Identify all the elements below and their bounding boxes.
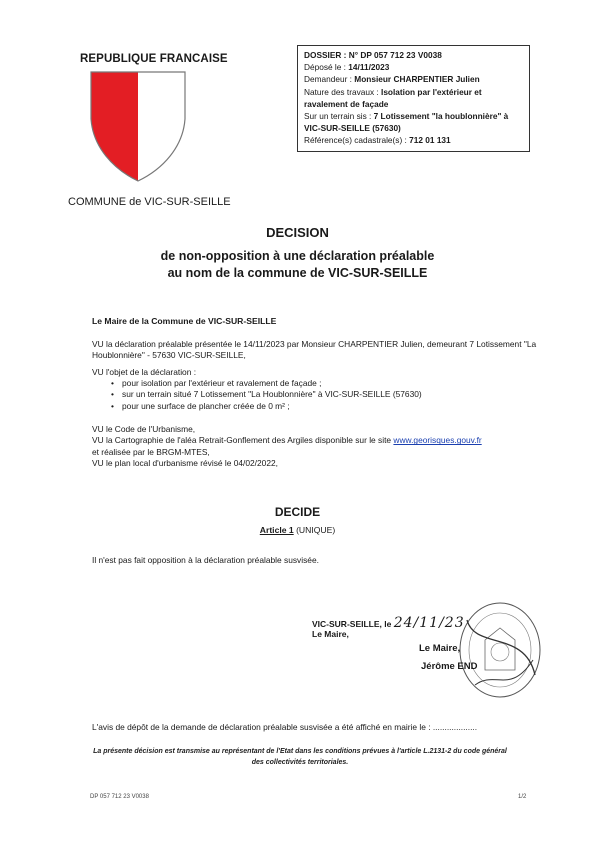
handwritten-date: 24/11/23 [393, 615, 465, 631]
decision-subtitle-1: de non-opposition à une déclaration préalable [160, 249, 435, 263]
republic-heading: REPUBLIQUE FRANCAISE [80, 53, 228, 65]
dossier-terrain: Sur un terrain sis : 7 Lotissement "la houblonnière" à VIC-SUR-SEILLE (57630) [304, 111, 509, 134]
list-item: • pour une surface de plancher créée de 0 m² ; [92, 401, 552, 412]
article-heading: Article 1 (UNIQUE) [259, 525, 336, 535]
dossier-number: DOSSIER : N° DP 057 712 23 V0038 [304, 50, 442, 60]
dossier-cadastre: Référence(s) cadastrale(s) : 712 01 131 [304, 135, 451, 146]
dossier-depose: Déposé le : 14/11/2023 [304, 62, 390, 73]
vu-references [92, 424, 552, 470]
vu-plu: VU le plan local d'urbanisme révisé le 04/02/2022, [92, 458, 278, 469]
decision-title: DECISION [266, 225, 329, 240]
commune-shield-logo [88, 69, 188, 184]
vu-brgm: et réalisée par le BRGM-MTES, [92, 446, 210, 457]
vu-objet: VU l'objet de la déclaration : [92, 367, 197, 377]
maire-heading: Le Maire de la Commune de VIC-SUR-SEILLE [92, 316, 277, 326]
signature-date: VIC-SUR-SEILLE, le 24/11/23 [312, 615, 465, 631]
page-number: 1/2 [518, 794, 527, 800]
signature-role: Le Maire, [312, 629, 349, 639]
legal-notice: La présente décision est transmise au représentant de l'Etat dans les conditions prévues à l'article L.2131-2 du code général des collectivités territoriales. [93, 748, 507, 766]
dossier-nature: Nature des travaux : Isolation par l'extérieur et ravalement de façade [304, 86, 482, 109]
official-stamp [455, 600, 545, 700]
list-item: • sur un terrain situé 7 Lotissement "La Houblonnière" à VIC-SUR-SEILLE (57630) [92, 389, 552, 400]
affichage-notice: L'avis de dépôt de la demande de déclaration préalable susvisée a été affiché en mairie le : ................... [92, 722, 478, 732]
decision-subtitle-2: au nom de la commune de VIC-SUR-SEILLE [167, 266, 428, 280]
stamp-role: Le Maire, [419, 643, 461, 654]
dossier-demandeur: Demandeur : Monsieur CHARPENTIER Julien [304, 74, 480, 85]
vu-declaration: VU la déclaration préalable présentée le 14/11/2023 par Monsieur CHARPENTIER Julien, demeurant 7 Lotissement "La Houblonnière" - 57630 VIC-SUR-SEILLE, [92, 339, 537, 361]
vu-code-urbanisme: VU le Code de l'Urbanisme, [92, 424, 196, 434]
objet-list [92, 378, 552, 412]
dossier-box [297, 45, 530, 152]
decision-text: Il n'est pas fait opposition à la déclaration préalable susvisée. [92, 555, 319, 565]
vu-cartographie: VU la Cartographie de l'aléa Retrait-Gonflement des Argiles disponible sur le site www.georisques.gouv.fr [92, 435, 482, 446]
list-item: • pour isolation par l'extérieur et ravalement de façade ; [92, 378, 552, 389]
stamp-name: Jérôme END [421, 661, 478, 672]
decide-heading: DECIDE [274, 505, 321, 519]
footer-reference: DP 057 712 23 V0038 [90, 794, 149, 800]
commune-name: COMMUNE de VIC-SUR-SEILLE [68, 196, 231, 208]
georisques-link[interactable]: www.georisques.gouv.fr [393, 435, 482, 446]
